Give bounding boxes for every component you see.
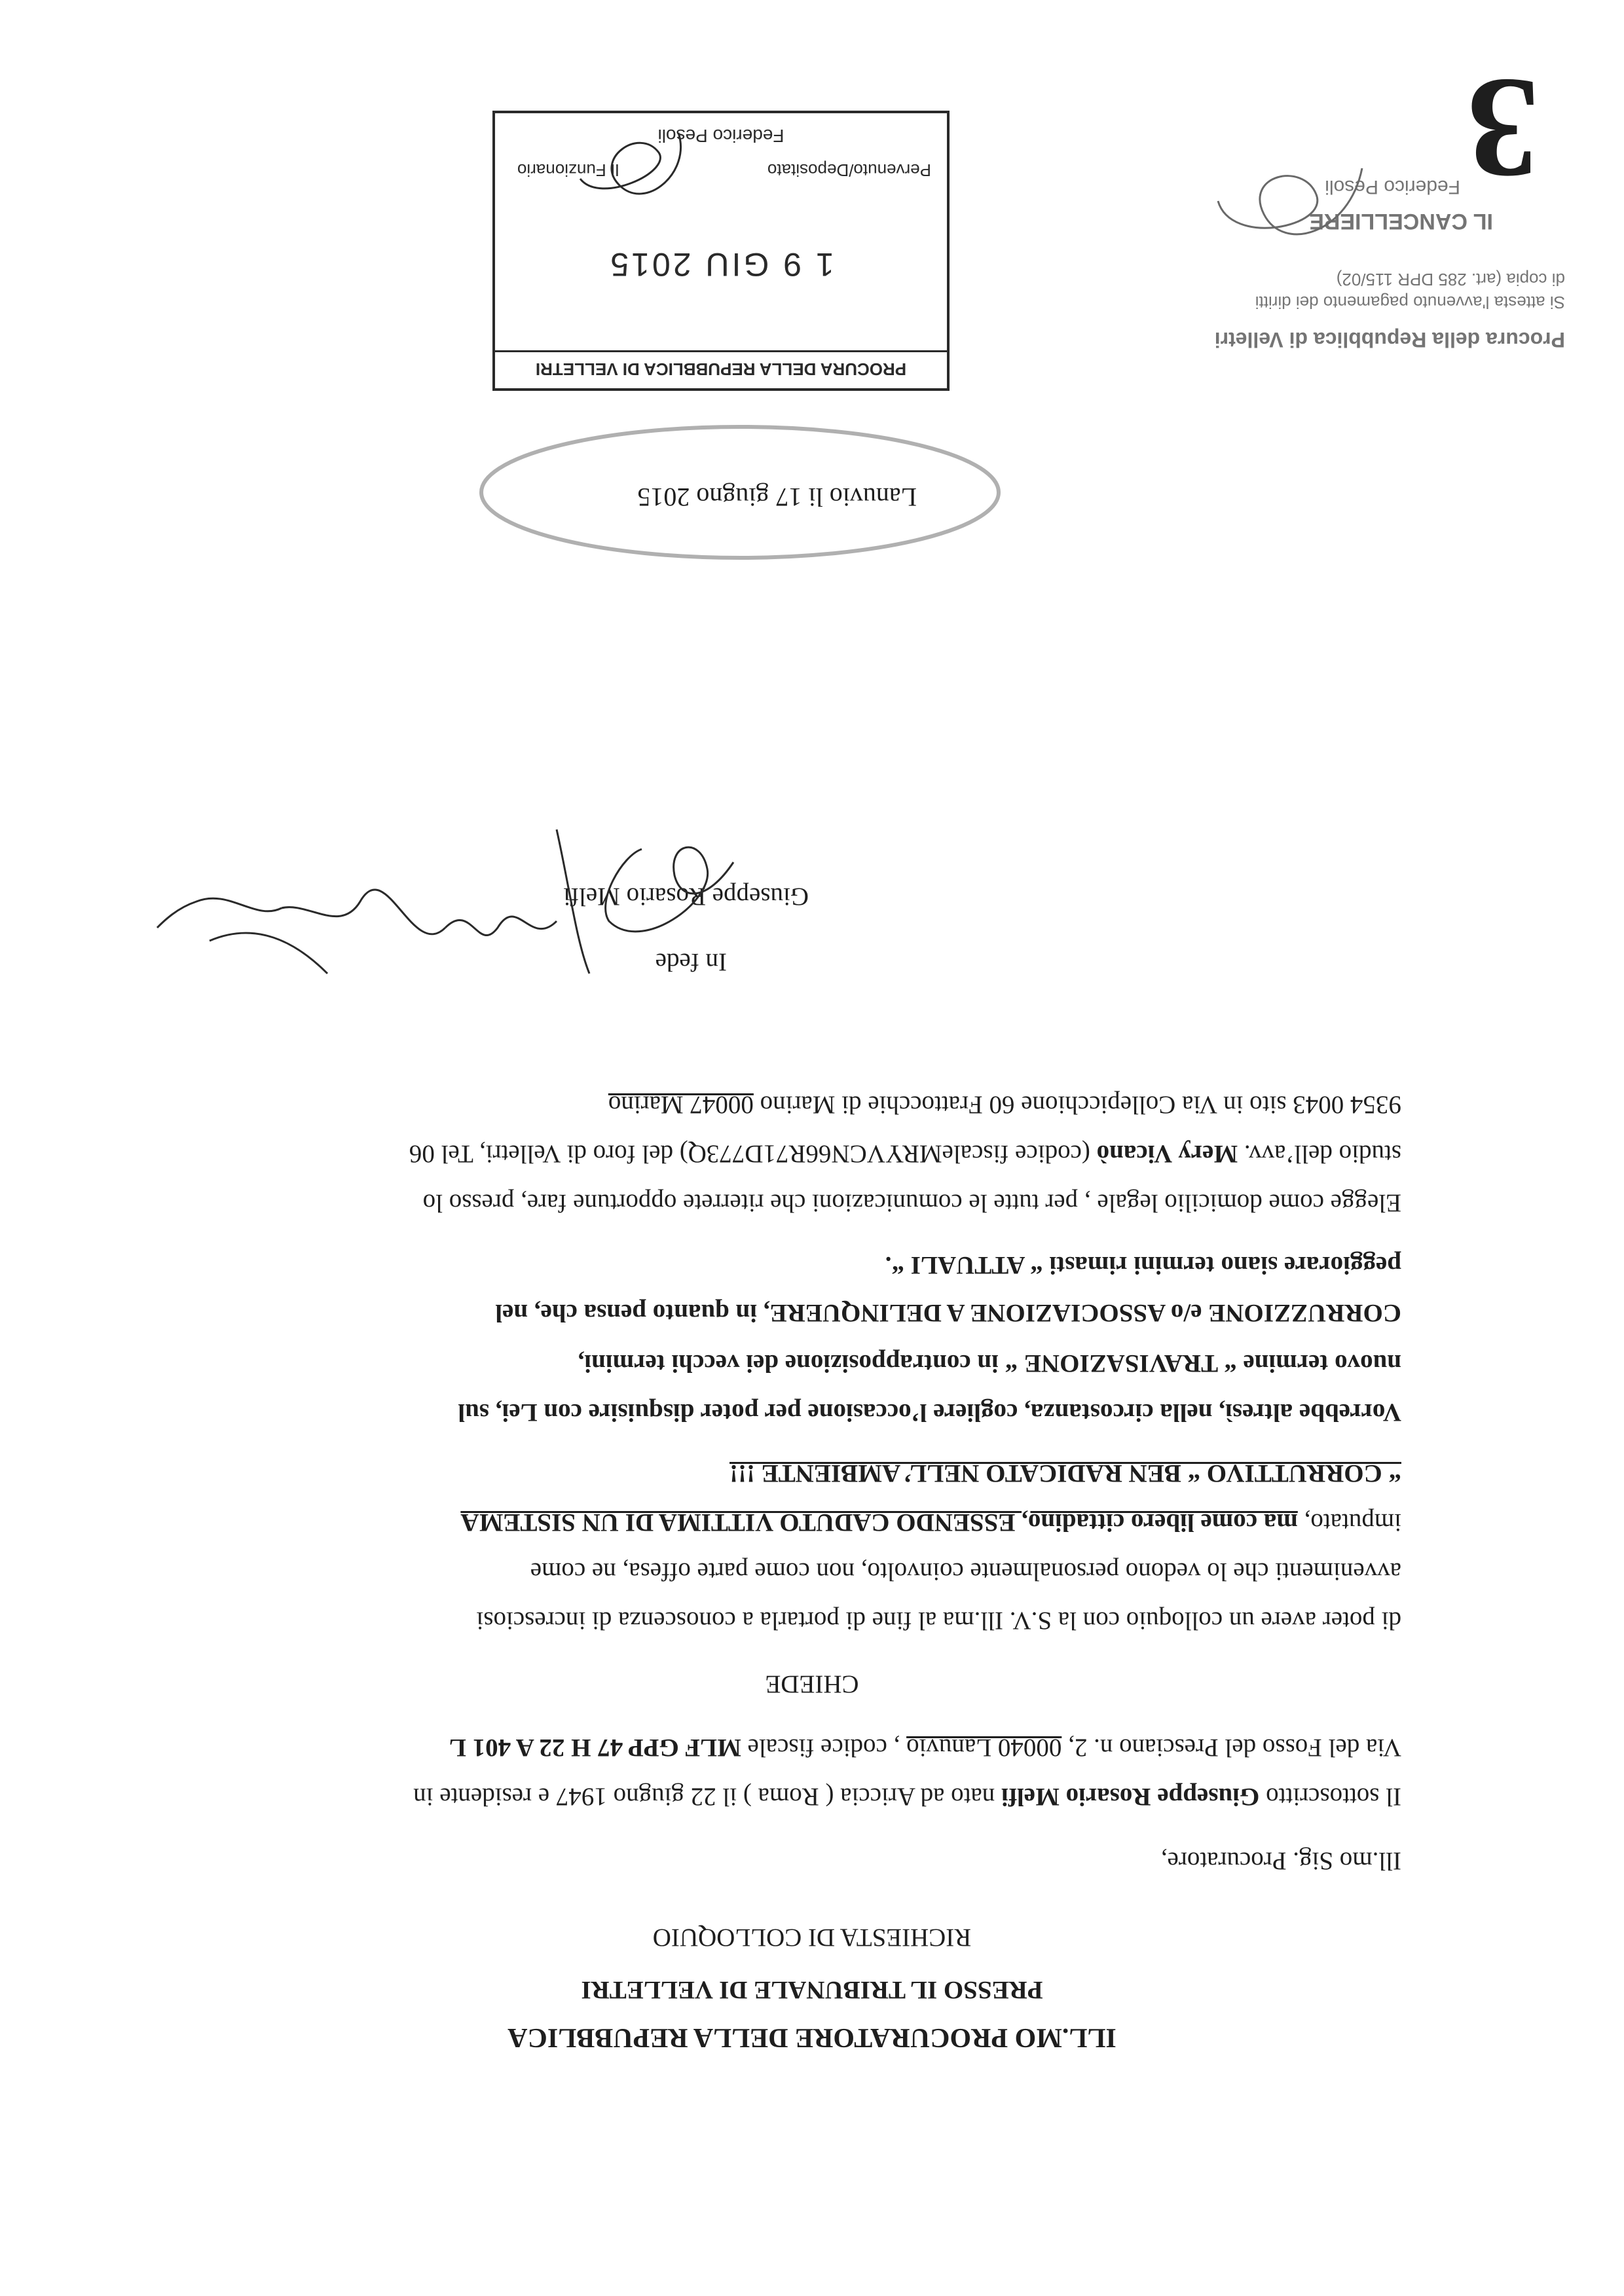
body-caps: ESSENDO CADUTO VITTIMA DI UN SISTEMA (460, 1508, 1022, 1537)
domicile-line-2 (409, 1141, 1401, 1167)
intro-text: nato ad Ariccia ( Roma ) il 22 giugno 1947 e residente in (413, 1783, 1002, 1811)
header-line-1: ILL.MO PROCURATORE DELLA REPUBBLICA (507, 2022, 1116, 2052)
copy-stamp-line-1: Procura della Repubblica di Velletri (1214, 328, 1565, 352)
stamp-official-name: Federico Pesoli (657, 126, 784, 146)
domicile-text: 9354 0043 sito in Via Collepicchione 60 Frattocchie di Marino (753, 1091, 1401, 1119)
copy-rights-stamp (1126, 149, 1572, 365)
in-fede-label: In fede (655, 948, 727, 976)
procura-receipt-stamp (492, 111, 950, 391)
body-line-1: di poter avere un colloquio con la S.V. Ill.ma al fine di portarla a conoscenza di incresciosi (476, 1607, 1401, 1635)
intro-line-1 (413, 1784, 1401, 1810)
body-line-5: Vorrebbe altresì, nella circostanza, cogliere l’occasione per poter disquisire con Lei, sul (458, 1398, 1401, 1427)
stamp-title: PROCURA DELLA REPUBBLICA DI VELLETRI (495, 350, 947, 379)
header-line-2: PRESSO IL TRIBUNALE DI VELLETRI (581, 1976, 1043, 2004)
handwritten-signature (151, 810, 753, 1000)
domicile-postal: 00047 Marino (608, 1091, 754, 1119)
stamp-signature (567, 113, 698, 225)
body-line-7: CORRUZZIONE e/o ASSOCIAZIONE A DELINQUERE, in quanto pensa che, nel (495, 1299, 1401, 1327)
body-text: imputato, (1297, 1508, 1401, 1537)
intro-line-2 (449, 1735, 1401, 1760)
postal-code: 00040 Lanuvio (906, 1734, 1062, 1762)
domicile-line-1: Elegge come domicilio legale , per tutte le comunicazioni che riterrete opportune fare, presso lo (422, 1189, 1401, 1217)
copy-stamp-line-4: IL CANCELLIERE (1309, 209, 1493, 234)
copy-stamp-line-3: di copia (art. 285 DPR 115/02) (1336, 270, 1565, 289)
page-number: 3 (1467, 49, 1539, 209)
body-line-6: nuovo termine “ TRAVISAZIONE “ in contrapposizione dei vecchi termini, (578, 1349, 1401, 1377)
salutation: Ill.mo Sig. Procuratore, (1160, 1847, 1401, 1875)
body-line-8: peggiorare siano termini rimasti “ ATTUALI “. (885, 1251, 1401, 1279)
header-line-3: RICHIESTA DI COLLOQUIO (652, 1923, 972, 1952)
copy-stamp-signature (1205, 149, 1375, 273)
stamp-date: 1 9 GIU 2015 (608, 246, 834, 283)
domicile-text: (codice fiscaleMRYVCN66R71D773Q) del foro di Velletri, Tel 06 (409, 1140, 1097, 1168)
body-line-3 (460, 1510, 1401, 1535)
place-date: Lanuvio li 17 giugno 2015 (637, 483, 917, 512)
fiscal-code: MLF GPP 47 H 22 A 401 L (449, 1734, 741, 1762)
body-line-4: “ CORRUTTIVO “ BEN RADICATO NELL’ AMBIENTE !!! (729, 1459, 1401, 1487)
intro-text: , codice fiscale (741, 1734, 907, 1762)
address: Via del Fosso del Presciano n. 2, (1061, 1734, 1401, 1762)
lawyer-name: Mery Vicanò (1096, 1140, 1238, 1168)
intro-text: Il sottoscritto (1259, 1783, 1401, 1811)
domicile-line-3 (608, 1092, 1401, 1118)
author-name: Giuseppe Rosario Melfi (1001, 1783, 1260, 1811)
copy-stamp-line-5: Federico Pesoli (1325, 176, 1460, 198)
chiede-heading: CHIEDE (765, 1670, 859, 1698)
signatory-name: Giuseppe Rosario Melfi (563, 883, 809, 911)
copy-stamp-line-2: Si attesta l'avvenuto pagamento dei diritti (1255, 293, 1565, 312)
body-underlined: ma come libero cittadino, (1022, 1508, 1298, 1537)
body-line-2: avvenimenti che lo vedono personalmente coinvolto, non come parte offesa, ne come (530, 1558, 1401, 1586)
domicile-text: studio dell’avv. (1238, 1140, 1401, 1168)
stamp-pervenuto: Pervenuto/Depositato (767, 160, 931, 180)
stamp-role: Il Funzionario (517, 160, 619, 180)
